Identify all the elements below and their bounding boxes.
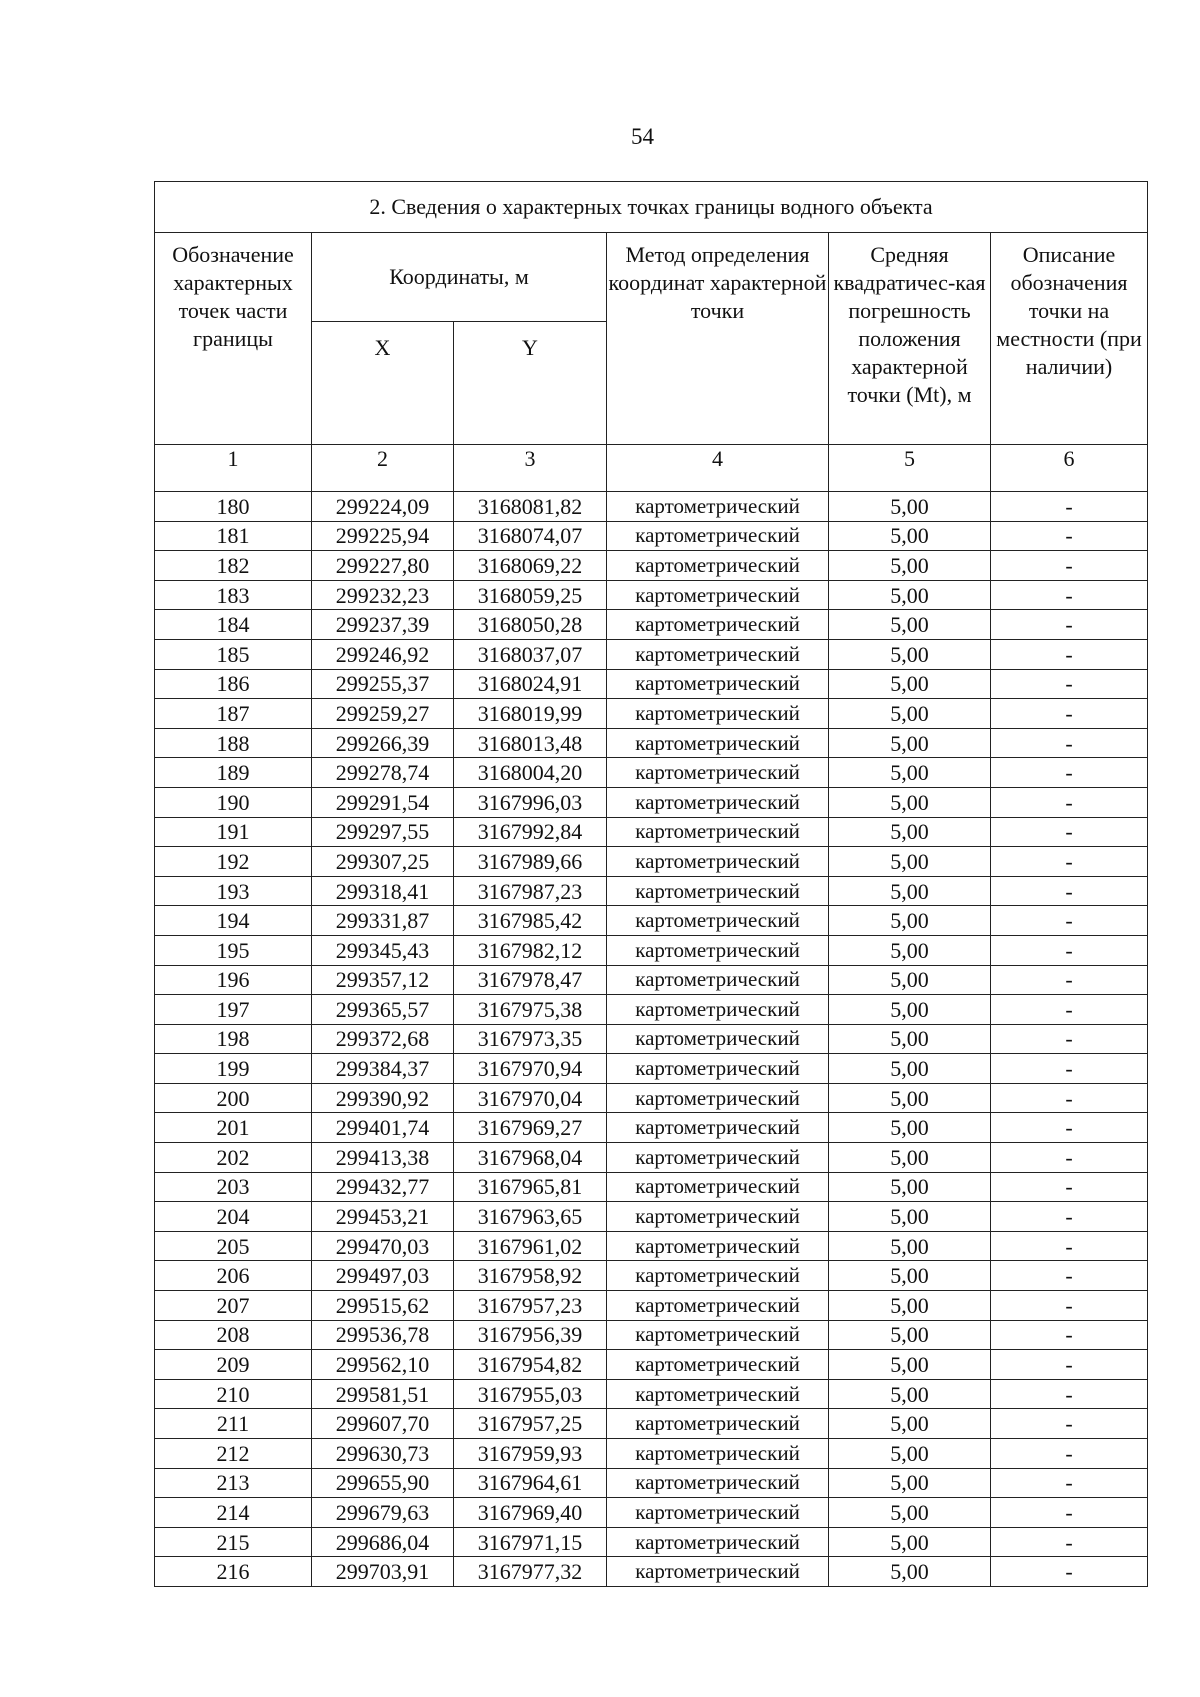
cell-point-id: 181 <box>155 521 312 551</box>
table-row <box>155 1498 1148 1528</box>
cell-method: картометрический <box>607 1083 829 1113</box>
table-row <box>155 728 1148 758</box>
cell-x: 299581,51 <box>312 1379 454 1409</box>
cell-x: 299703,91 <box>312 1557 454 1587</box>
cell-point-id: 191 <box>155 817 312 847</box>
cell-x: 299413,38 <box>312 1143 454 1173</box>
cell-y: 3167958,92 <box>454 1261 607 1291</box>
table-title-row <box>155 182 1148 233</box>
cell-error: 5,00 <box>829 492 991 522</box>
cell-x: 299255,37 <box>312 669 454 699</box>
cell-y: 3168024,91 <box>454 669 607 699</box>
cell-error: 5,00 <box>829 876 991 906</box>
cell-description: - <box>991 1113 1148 1143</box>
table-row <box>155 551 1148 581</box>
cell-error: 5,00 <box>829 1231 991 1261</box>
cell-y: 3168050,28 <box>454 610 607 640</box>
cell-description: - <box>991 1024 1148 1054</box>
cell-description: - <box>991 847 1148 877</box>
cell-point-id: 199 <box>155 1054 312 1084</box>
cell-error: 5,00 <box>829 1261 991 1291</box>
table-row <box>155 1024 1148 1054</box>
table-row <box>155 1054 1148 1084</box>
cell-description: - <box>991 669 1148 699</box>
cell-error: 5,00 <box>829 1498 991 1528</box>
cell-point-id: 203 <box>155 1172 312 1202</box>
cell-method: картометрический <box>607 817 829 847</box>
table-row <box>155 1143 1148 1173</box>
cell-description: - <box>991 1468 1148 1498</box>
cell-point-id: 183 <box>155 580 312 610</box>
cell-method: картометрический <box>607 935 829 965</box>
cell-point-id: 192 <box>155 847 312 877</box>
cell-description: - <box>991 758 1148 788</box>
cell-error: 5,00 <box>829 1024 991 1054</box>
cell-y: 3167977,32 <box>454 1557 607 1587</box>
cell-y: 3168013,48 <box>454 728 607 758</box>
cell-description: - <box>991 787 1148 817</box>
cell-description: - <box>991 906 1148 936</box>
cell-point-id: 180 <box>155 492 312 522</box>
cell-description: - <box>991 1527 1148 1557</box>
header-x: X <box>312 322 454 445</box>
cell-x: 299307,25 <box>312 847 454 877</box>
cell-point-id: 188 <box>155 728 312 758</box>
cell-error: 5,00 <box>829 1409 991 1439</box>
cell-method: картометрический <box>607 1113 829 1143</box>
cell-description: - <box>991 1083 1148 1113</box>
cell-method: картометрический <box>607 1143 829 1173</box>
cell-method: картометрический <box>607 551 829 581</box>
cell-error: 5,00 <box>829 1320 991 1350</box>
cell-y: 3167970,94 <box>454 1054 607 1084</box>
cell-error: 5,00 <box>829 1202 991 1232</box>
column-number: 5 <box>829 445 991 492</box>
cell-description: - <box>991 1439 1148 1469</box>
cell-error: 5,00 <box>829 906 991 936</box>
table-row <box>155 1350 1148 1380</box>
cell-y: 3167968,04 <box>454 1143 607 1173</box>
cell-y: 3167970,04 <box>454 1083 607 1113</box>
cell-y: 3168081,82 <box>454 492 607 522</box>
cell-description: - <box>991 817 1148 847</box>
table-row <box>155 906 1148 936</box>
cell-point-id: 207 <box>155 1291 312 1321</box>
cell-method: картометрический <box>607 1379 829 1409</box>
column-number: 4 <box>607 445 829 492</box>
cell-x: 299372,68 <box>312 1024 454 1054</box>
cell-y: 3167985,42 <box>454 906 607 936</box>
cell-point-id: 206 <box>155 1261 312 1291</box>
cell-error: 5,00 <box>829 1557 991 1587</box>
cell-point-id: 185 <box>155 639 312 669</box>
cell-error: 5,00 <box>829 965 991 995</box>
cell-method: картометрический <box>607 1439 829 1469</box>
cell-error: 5,00 <box>829 728 991 758</box>
cell-description: - <box>991 1291 1148 1321</box>
cell-point-id: 189 <box>155 758 312 788</box>
cell-y: 3168004,20 <box>454 758 607 788</box>
cell-y: 3167956,39 <box>454 1320 607 1350</box>
cell-x: 299432,77 <box>312 1172 454 1202</box>
cell-error: 5,00 <box>829 1468 991 1498</box>
cell-y: 3167975,38 <box>454 995 607 1025</box>
cell-point-id: 186 <box>155 669 312 699</box>
cell-description: - <box>991 1054 1148 1084</box>
cell-point-id: 202 <box>155 1143 312 1173</box>
table-row <box>155 580 1148 610</box>
cell-x: 299297,55 <box>312 817 454 847</box>
cell-description: - <box>991 1409 1148 1439</box>
column-number: 3 <box>454 445 607 492</box>
cell-description: - <box>991 1379 1148 1409</box>
table-header-row <box>155 233 1148 322</box>
cell-y: 3167959,93 <box>454 1439 607 1469</box>
cell-method: картометрический <box>607 876 829 906</box>
cell-method: картометрический <box>607 492 829 522</box>
cell-point-id: 184 <box>155 610 312 640</box>
cell-method: картометрический <box>607 1527 829 1557</box>
cell-description: - <box>991 1143 1148 1173</box>
cell-point-id: 205 <box>155 1231 312 1261</box>
cell-error: 5,00 <box>829 995 991 1025</box>
cell-y: 3167989,66 <box>454 847 607 877</box>
cell-x: 299536,78 <box>312 1320 454 1350</box>
cell-x: 299515,62 <box>312 1291 454 1321</box>
cell-point-id: 197 <box>155 995 312 1025</box>
cell-method: картометрический <box>607 1409 829 1439</box>
cell-x: 299630,73 <box>312 1439 454 1469</box>
table-row <box>155 669 1148 699</box>
cell-description: - <box>991 639 1148 669</box>
cell-description: - <box>991 1261 1148 1291</box>
cell-error: 5,00 <box>829 521 991 551</box>
cell-description: - <box>991 1320 1148 1350</box>
cell-error: 5,00 <box>829 1113 991 1143</box>
cell-x: 299470,03 <box>312 1231 454 1261</box>
cell-x: 299224,09 <box>312 492 454 522</box>
cell-description: - <box>991 965 1148 995</box>
cell-x: 299259,27 <box>312 699 454 729</box>
cell-method: картометрический <box>607 1320 829 1350</box>
table-row <box>155 1379 1148 1409</box>
cell-point-id: 210 <box>155 1379 312 1409</box>
column-number: 2 <box>312 445 454 492</box>
cell-method: картометрический <box>607 1172 829 1202</box>
table-row <box>155 995 1148 1025</box>
cell-method: картометрический <box>607 1291 829 1321</box>
column-number: 6 <box>991 445 1148 492</box>
cell-error: 5,00 <box>829 580 991 610</box>
cell-error: 5,00 <box>829 551 991 581</box>
cell-point-id: 204 <box>155 1202 312 1232</box>
table-row <box>155 876 1148 906</box>
cell-method: картометрический <box>607 995 829 1025</box>
cell-point-id: 198 <box>155 1024 312 1054</box>
cell-x: 299655,90 <box>312 1468 454 1498</box>
cell-x: 299686,04 <box>312 1527 454 1557</box>
table-row <box>155 758 1148 788</box>
cell-point-id: 212 <box>155 1439 312 1469</box>
cell-x: 299266,39 <box>312 728 454 758</box>
cell-method: картометрический <box>607 758 829 788</box>
cell-x: 299331,87 <box>312 906 454 936</box>
table-row <box>155 521 1148 551</box>
cell-x: 299453,21 <box>312 1202 454 1232</box>
cell-y: 3168019,99 <box>454 699 607 729</box>
table-row <box>155 935 1148 965</box>
cell-description: - <box>991 728 1148 758</box>
cell-error: 5,00 <box>829 935 991 965</box>
cell-error: 5,00 <box>829 610 991 640</box>
cell-method: картометрический <box>607 1231 829 1261</box>
cell-point-id: 190 <box>155 787 312 817</box>
cell-point-id: 209 <box>155 1350 312 1380</box>
cell-error: 5,00 <box>829 1054 991 1084</box>
cell-y: 3167957,25 <box>454 1409 607 1439</box>
table-row <box>155 1439 1148 1469</box>
table-row <box>155 1320 1148 1350</box>
cell-method: картометрический <box>607 580 829 610</box>
cell-y: 3167969,40 <box>454 1498 607 1528</box>
cell-x: 299278,74 <box>312 758 454 788</box>
table-row <box>155 965 1148 995</box>
cell-x: 299345,43 <box>312 935 454 965</box>
cell-x: 299318,41 <box>312 876 454 906</box>
cell-error: 5,00 <box>829 817 991 847</box>
cell-method: картометрический <box>607 1202 829 1232</box>
table-row <box>155 847 1148 877</box>
cell-x: 299607,70 <box>312 1409 454 1439</box>
cell-error: 5,00 <box>829 1143 991 1173</box>
cell-point-id: 216 <box>155 1557 312 1587</box>
table-row <box>155 1231 1148 1261</box>
cell-x: 299357,12 <box>312 965 454 995</box>
cell-error: 5,00 <box>829 639 991 669</box>
cell-method: картометрический <box>607 847 829 877</box>
table-row <box>155 1172 1148 1202</box>
cell-point-id: 200 <box>155 1083 312 1113</box>
boundary-points-table <box>154 181 1148 1587</box>
cell-description: - <box>991 876 1148 906</box>
cell-x: 299232,23 <box>312 580 454 610</box>
cell-y: 3167957,23 <box>454 1291 607 1321</box>
cell-description: - <box>991 1557 1148 1587</box>
cell-method: картометрический <box>607 1261 829 1291</box>
table-title: 2. Сведения о характерных точках границы водного объекта <box>155 182 1148 233</box>
cell-method: картометрический <box>607 1024 829 1054</box>
table-row <box>155 1468 1148 1498</box>
cell-method: картометрический <box>607 965 829 995</box>
cell-y: 3168074,07 <box>454 521 607 551</box>
cell-method: картометрический <box>607 728 829 758</box>
table-row <box>155 610 1148 640</box>
cell-y: 3168069,22 <box>454 551 607 581</box>
header-coordinates: Координаты, м <box>312 233 607 322</box>
cell-x: 299246,92 <box>312 639 454 669</box>
cell-x: 299679,63 <box>312 1498 454 1528</box>
cell-y: 3168037,07 <box>454 639 607 669</box>
table-body <box>155 182 1148 1587</box>
header-description: Описание обозначения точки на местности (при наличии) <box>991 233 1148 445</box>
cell-error: 5,00 <box>829 1291 991 1321</box>
table-row <box>155 1409 1148 1439</box>
table-row <box>155 699 1148 729</box>
cell-method: картометрический <box>607 787 829 817</box>
table-row <box>155 787 1148 817</box>
page-number: 54 <box>631 124 654 149</box>
table-row <box>155 817 1148 847</box>
cell-method: картометрический <box>607 906 829 936</box>
cell-point-id: 215 <box>155 1527 312 1557</box>
cell-y: 3167971,15 <box>454 1527 607 1557</box>
cell-description: - <box>991 1231 1148 1261</box>
cell-error: 5,00 <box>829 1379 991 1409</box>
cell-x: 299225,94 <box>312 521 454 551</box>
cell-y: 3167961,02 <box>454 1231 607 1261</box>
cell-description: - <box>991 521 1148 551</box>
cell-description: - <box>991 580 1148 610</box>
table-row <box>155 1291 1148 1321</box>
cell-y: 3167969,27 <box>454 1113 607 1143</box>
cell-error: 5,00 <box>829 847 991 877</box>
column-number: 1 <box>155 445 312 492</box>
cell-point-id: 214 <box>155 1498 312 1528</box>
table-row <box>155 1113 1148 1143</box>
cell-point-id: 182 <box>155 551 312 581</box>
cell-error: 5,00 <box>829 699 991 729</box>
header-y: Y <box>454 322 607 445</box>
cell-method: картометрический <box>607 699 829 729</box>
cell-y: 3167996,03 <box>454 787 607 817</box>
cell-method: картометрический <box>607 610 829 640</box>
column-number-row <box>155 445 1148 492</box>
cell-y: 3167954,82 <box>454 1350 607 1380</box>
cell-method: картометрический <box>607 1054 829 1084</box>
cell-description: - <box>991 1202 1148 1232</box>
cell-x: 299384,37 <box>312 1054 454 1084</box>
table-row <box>155 639 1148 669</box>
cell-point-id: 193 <box>155 876 312 906</box>
cell-method: картометрический <box>607 521 829 551</box>
cell-y: 3167964,61 <box>454 1468 607 1498</box>
cell-x: 299401,74 <box>312 1113 454 1143</box>
header-point-designation: Обозначение характерных точек части границы <box>155 233 312 445</box>
cell-error: 5,00 <box>829 1350 991 1380</box>
cell-error: 5,00 <box>829 758 991 788</box>
table-row <box>155 1557 1148 1587</box>
cell-point-id: 201 <box>155 1113 312 1143</box>
cell-description: - <box>991 551 1148 581</box>
cell-description: - <box>991 492 1148 522</box>
cell-error: 5,00 <box>829 787 991 817</box>
cell-y: 3167973,35 <box>454 1024 607 1054</box>
cell-point-id: 213 <box>155 1468 312 1498</box>
cell-method: картометрический <box>607 639 829 669</box>
cell-error: 5,00 <box>829 1527 991 1557</box>
cell-method: картометрический <box>607 1350 829 1380</box>
cell-y: 3167978,47 <box>454 965 607 995</box>
cell-error: 5,00 <box>829 669 991 699</box>
table-row <box>155 1202 1148 1232</box>
cell-description: - <box>991 699 1148 729</box>
cell-method: картометрический <box>607 1498 829 1528</box>
cell-point-id: 196 <box>155 965 312 995</box>
cell-point-id: 187 <box>155 699 312 729</box>
cell-point-id: 195 <box>155 935 312 965</box>
cell-x: 299237,39 <box>312 610 454 640</box>
table-row <box>155 492 1148 522</box>
cell-y: 3167955,03 <box>454 1379 607 1409</box>
header-method: Метод определения координат характерной точки <box>607 233 829 445</box>
cell-y: 3167963,65 <box>454 1202 607 1232</box>
cell-point-id: 194 <box>155 906 312 936</box>
cell-method: картометрический <box>607 669 829 699</box>
cell-x: 299497,03 <box>312 1261 454 1291</box>
cell-x: 299390,92 <box>312 1083 454 1113</box>
cell-y: 3168059,25 <box>454 580 607 610</box>
cell-error: 5,00 <box>829 1439 991 1469</box>
cell-point-id: 208 <box>155 1320 312 1350</box>
cell-x: 299291,54 <box>312 787 454 817</box>
cell-x: 299365,57 <box>312 995 454 1025</box>
table-row <box>155 1527 1148 1557</box>
cell-description: - <box>991 995 1148 1025</box>
table-row <box>155 1261 1148 1291</box>
cell-error: 5,00 <box>829 1083 991 1113</box>
cell-y: 3167987,23 <box>454 876 607 906</box>
cell-y: 3167992,84 <box>454 817 607 847</box>
cell-y: 3167965,81 <box>454 1172 607 1202</box>
cell-description: - <box>991 935 1148 965</box>
cell-point-id: 211 <box>155 1409 312 1439</box>
cell-description: - <box>991 1350 1148 1380</box>
table-row <box>155 1083 1148 1113</box>
cell-x: 299227,80 <box>312 551 454 581</box>
cell-description: - <box>991 610 1148 640</box>
cell-x: 299562,10 <box>312 1350 454 1380</box>
cell-method: картометрический <box>607 1557 829 1587</box>
cell-error: 5,00 <box>829 1172 991 1202</box>
cell-description: - <box>991 1498 1148 1528</box>
cell-y: 3167982,12 <box>454 935 607 965</box>
cell-method: картометрический <box>607 1468 829 1498</box>
cell-description: - <box>991 1172 1148 1202</box>
header-mean-error: Средняя квадратичес-кая погрешность положения характерной точки (Mt), м <box>829 233 991 445</box>
